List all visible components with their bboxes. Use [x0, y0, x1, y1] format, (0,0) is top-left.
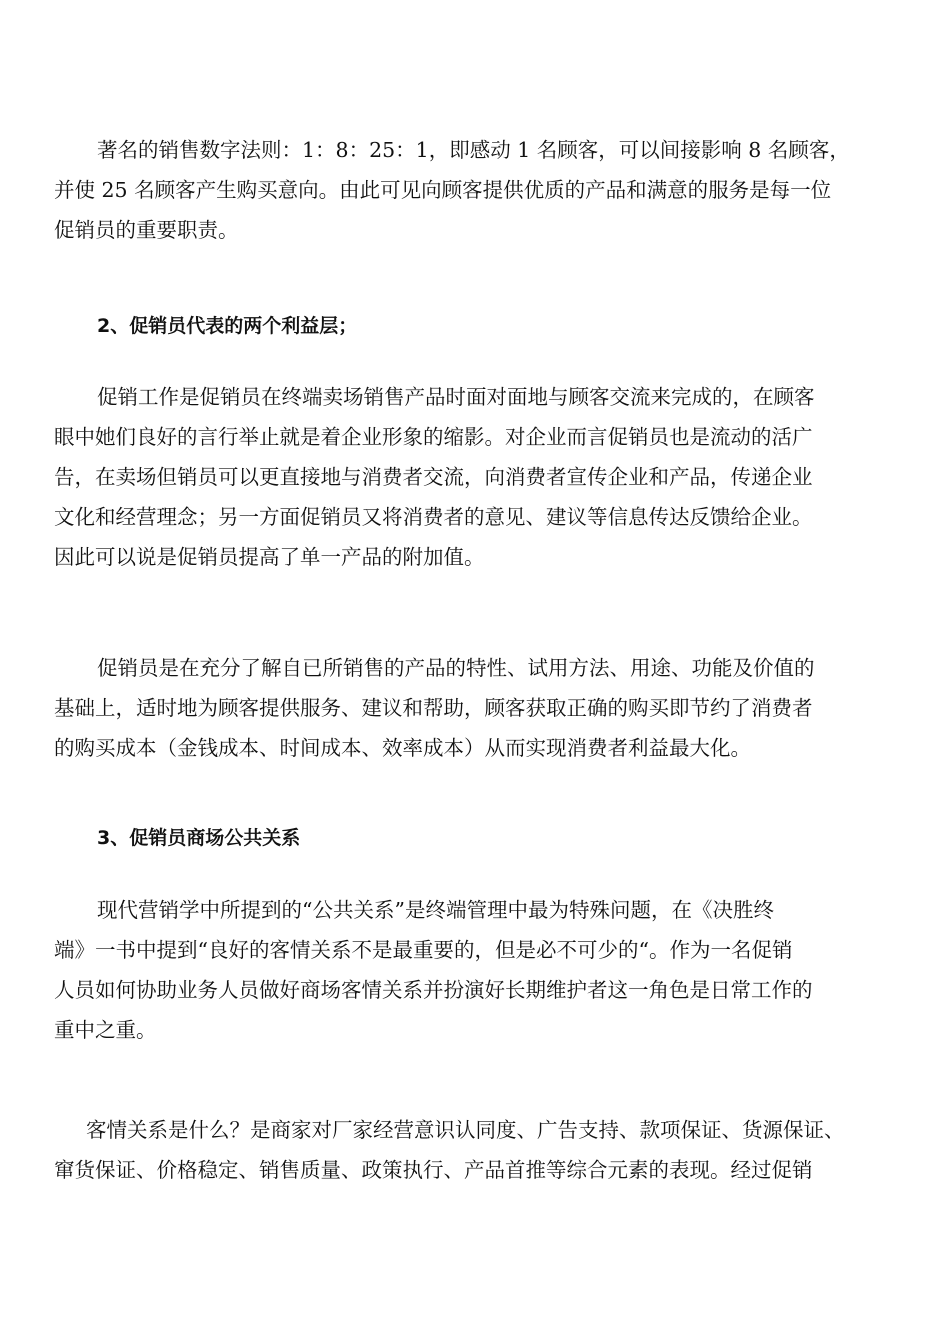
text-line: 的购买成本（金钱成本、时间成本、效率成本）从而实现消费者利益最大化。: [54, 736, 751, 760]
text-line: 重中之重。: [54, 1018, 157, 1042]
text-line: 告，在卖场但销员可以更直接地与消费者交流，向消费者宣传企业和产品，传递企业: [54, 465, 813, 489]
text-line: 因此可以说是促销员提高了单一产品的附加值。: [54, 545, 485, 569]
text-line: 促销员的重要职责。: [54, 218, 239, 242]
section-heading-2: 2、促销员代表的两个利益层；: [97, 315, 358, 337]
text-line: 窜货保证、价格稳定、销售质量、政策执行、产品首推等综合元素的表现。经过促销: [54, 1158, 813, 1182]
text-line: 客情关系是什么？是商家对厂家经营意识认同度、广告支持、款项保证、货源保证、: [86, 1118, 845, 1142]
paragraph-promoter-role: [54, 648, 900, 768]
text-line: 端》一书中提到“良好的客情关系不是最重要的，但是必不可少的“。作为一名促销: [54, 938, 793, 962]
text-line: 著名的销售数字法则：1：8：25：1，即感动 1 名顾客，可以间接影响 8 名顾客，: [97, 138, 850, 162]
text-line: 人员如何协助业务人员做好商场客情关系并扮演好长期维护者这一角色是日常工作的: [54, 978, 813, 1002]
text-line: 基础上，适时地为顾客提供服务、建议和帮助，顾客获取正确的购买即节约了消费者: [54, 696, 813, 720]
paragraph-sales-rule: [54, 130, 900, 250]
section-heading-3: 3、促销员商场公共关系: [97, 827, 301, 849]
text-line: 促销工作是促销员在终端卖场销售产品时面对面地与顾客交流来完成的，在顾客: [97, 385, 815, 409]
paragraph-promotion-work: [54, 377, 900, 577]
text-line: 现代营销学中所提到的“公共关系”是终端管理中最为特殊问题，在《决胜终: [97, 898, 774, 922]
text-line: 眼中她们良好的言行举止就是着企业形象的缩影。对企业而言促销员也是流动的活广: [54, 425, 813, 449]
paragraph-customer-relations: [54, 1110, 900, 1190]
text-line: 文化和经营理念；另一方面促销员又将消费者的意见、建议等信息传达反馈给企业。: [54, 505, 813, 529]
paragraph-public-relations: [54, 890, 900, 1050]
text-line: 促销员是在充分了解自已所销售的产品的特性、试用方法、用途、功能及价值的: [97, 656, 815, 680]
text-line: 并使 25 名顾客产生购买意向。由此可见向顾客提供优质的产品和满意的服务是每一位: [54, 178, 832, 202]
